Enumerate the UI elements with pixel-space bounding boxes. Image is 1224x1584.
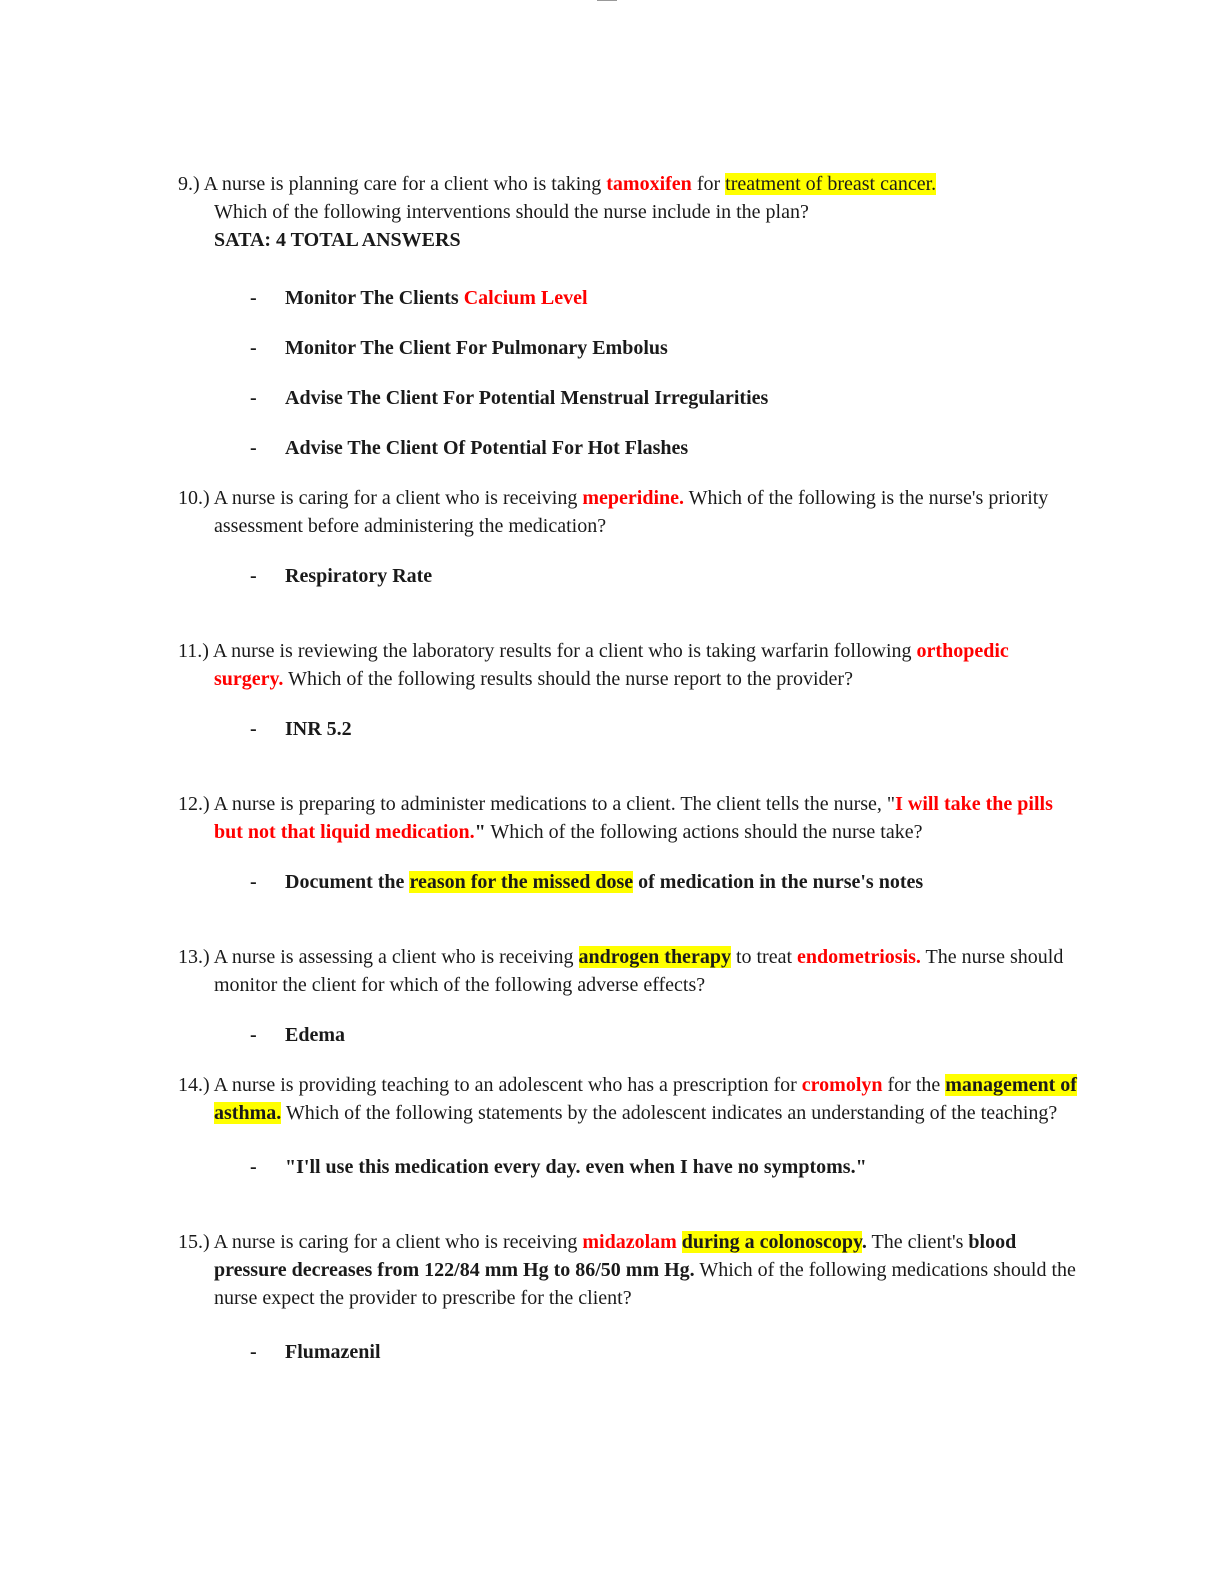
answer-item: - Advise The Client Of Potential For Hot Flashes xyxy=(250,437,689,459)
question-14-text: 14.) A nurse is providing teaching to an adolescent who has a prescription for cromolyn for the management of asthma. Which of the following statements by the adolescent indicates an understanding of the teaching? xyxy=(178,1074,1077,1124)
answer-item: - Advise The Client For Potential Menstrual Irregularities xyxy=(250,387,769,409)
question-number: 12.) xyxy=(178,793,210,815)
question-number: 9.) xyxy=(178,173,200,195)
question-15 xyxy=(178,1228,1078,1366)
answer-item: - Respiratory Rate xyxy=(250,565,433,587)
question-9-text: 9.) A nurse is planning care for a client who is taking tamoxifen for treatment of breast cancer. Which of the following interventions should the nurse include in the plan? SATA: 4 TOTAL ANSWERS xyxy=(178,173,937,251)
question-11-text: 11.) A nurse is reviewing the laboratory results for a client who is taking warfarin following orthopedic surgery. Which of the following results should the nurse report to the provider? xyxy=(178,640,1009,690)
drug-name: meperidine. xyxy=(582,487,685,509)
header-mark xyxy=(597,0,617,3)
question-10 xyxy=(178,484,1078,590)
question-14 xyxy=(178,1071,1078,1181)
answer-item: - INR 5.2 xyxy=(250,718,352,740)
answer-item: - Monitor The Clients Calcium Level xyxy=(250,287,588,309)
sata-note: SATA: 4 TOTAL ANSWERS xyxy=(214,229,461,251)
question-number: 13.) xyxy=(178,946,210,968)
question-13-text: 13.) A nurse is assessing a client who is receiving androgen therapy to treat endometriosis. The nurse should monitor the client for which of the following adverse effects? xyxy=(178,946,1064,996)
question-12 xyxy=(178,790,1078,896)
question-number: 14.) xyxy=(178,1074,210,1096)
highlight: treatment of breast cancer. xyxy=(725,173,937,195)
answer-item: - "I'll use this medication every day. even when I have no symptoms." xyxy=(250,1156,867,1178)
question-11 xyxy=(178,637,1078,743)
highlight: management of asthma. xyxy=(214,1074,1077,1124)
question-13 xyxy=(178,943,1078,1049)
drug-name: tamoxifen xyxy=(606,173,692,195)
question-10-text: 10.) A nurse is caring for a client who is receiving meperidine. Which of the following is the nurse's priority assessment before administering the medication? xyxy=(178,487,1049,537)
document-page xyxy=(178,170,1078,1366)
answer-item: - Document the reason for the missed dose of medication in the nurse's notes xyxy=(250,871,924,893)
question-number: 10.) xyxy=(178,487,210,509)
question-9 xyxy=(178,170,1078,462)
highlight: androgen therapy xyxy=(578,946,731,968)
question-number: 11.) xyxy=(178,640,209,662)
highlight: during a colonoscopy xyxy=(681,1231,862,1253)
question-15-text: 15.) A nurse is caring for a client who is receiving midazolam during a colonoscopy. The client's blood pressure decreases from 122/84 mm Hg to 86/50 mm Hg. Which of the following medications should the nurse expect the provider to prescribe for the client? xyxy=(178,1231,1076,1309)
answer-item: - Monitor The Client For Pulmonary Embolus xyxy=(250,337,668,359)
answer-item: - Edema xyxy=(250,1024,345,1046)
highlight: reason for the missed dose xyxy=(409,871,634,893)
question-number: 15.) xyxy=(178,1231,210,1253)
question-12-text: 12.) A nurse is preparing to administer medications to a client. The client tells the nurse, "I will take the pills but not that liquid medication." Which of the following actions should the nurse take? xyxy=(178,793,1053,843)
answer-item: - Flumazenil xyxy=(250,1341,381,1363)
